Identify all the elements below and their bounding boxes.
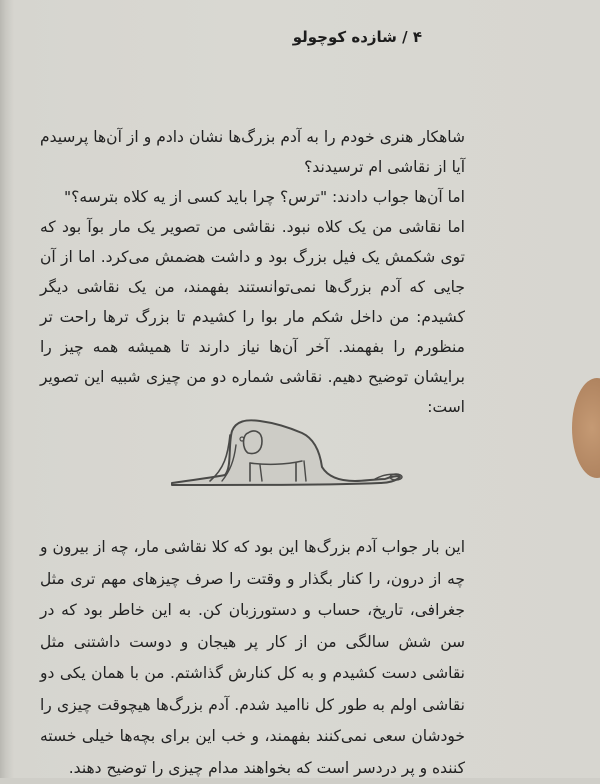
thumb-edge: [572, 378, 600, 478]
paragraph: این بار جواب آدم بزرگ‌ها این بود که کلا نقاشی مار، چه از بیرون و چه از درون، را کنار بگذار و وقتت را صرف چیزهای مهم تری مثل جغرافی، تاریخ، حساب و دستورزبان کن. به این خاطر بود که در سن شش سالگی من از کار پر هیجان و دوست داشتنی مثل نقاشی دست کشیدم و به کل کنارش گذاشتم. من با همان یکی دو نقاشی اولم به طور کل ناامید شدم. آدم بزرگ‌ها هیچوقت چیزی را خودشان سعی نمی‌کنند بفهمند، و خب این برای بچه‌ها خیلی خسته کننده و پر دردسر است که بخواهند مدام چیزی را توضیح دهند.: [40, 538, 465, 777]
text-block-top: [40, 122, 465, 422]
boa-elephant-drawing: [170, 405, 430, 505]
running-header: ۴ / شازده کوچولو: [292, 28, 422, 46]
paragraph: اما نقاشی من یک کلاه نبود. نقاشی من تصویر یک مار بوآ بود که توی شکمش یک فیل بزرگ بود و داشت هضمش می‌کرد. اما از آن جایی که آدم بزرگ‌ها نمی‌توانستند بفهمند، من یک نقاشی دیگر کشیدم: من داخل شکم مار بوا را کشیدم تا بزرگ ترها راحت تر منظورم را بفهمند. آخر آن‌ها نیاز دارند تا همیشه همه چیز را برایشان توضیح دهیم. نقاشی شماره دو من چیزی شبیه این تصویر است:: [40, 218, 465, 416]
paragraph: شاهکار هنری خودم را به آدم بزرگ‌ها نشان دادم و از آن‌ها پرسیدم آیا از نقاشی ام ترسیدند؟: [40, 128, 465, 176]
text-block-bottom: [40, 532, 465, 784]
paragraph: اما آن‌ها جواب دادند: "ترس؟ چرا باید کسی از یه کلاه بترسه؟": [64, 188, 465, 206]
